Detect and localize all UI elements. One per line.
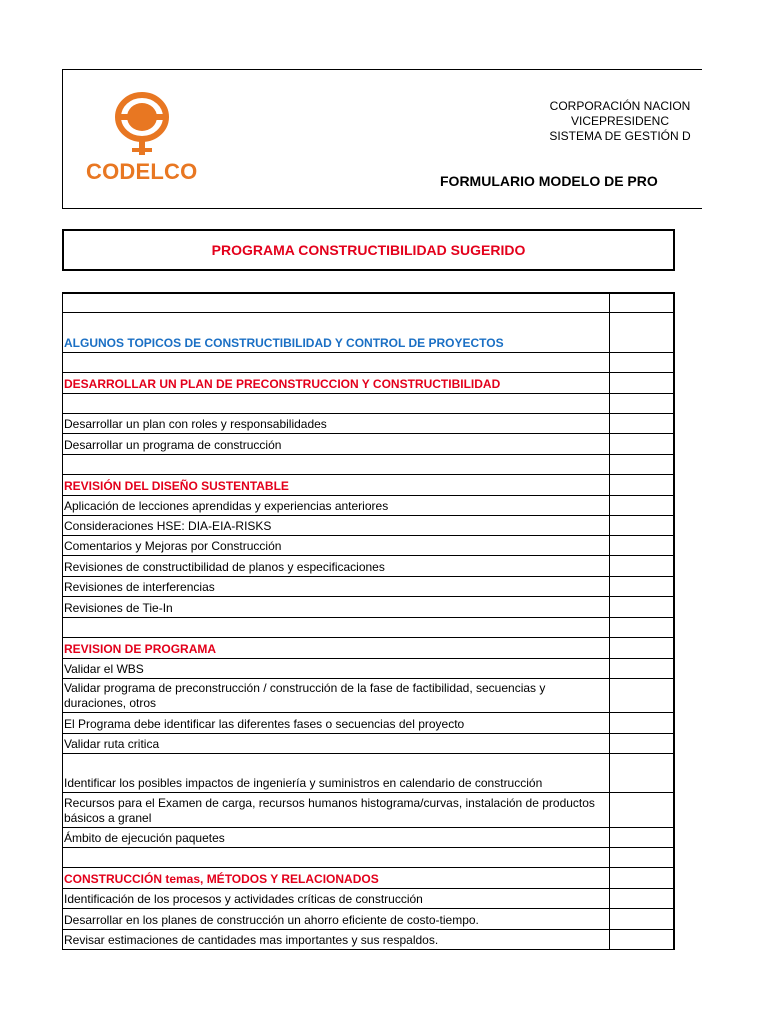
check-cell[interactable]	[610, 713, 673, 733]
section-heading-cell	[63, 373, 610, 393]
topics-table	[62, 292, 675, 950]
table-row	[63, 930, 673, 949]
form-title: FORMULARIO MODELO DE PRO	[440, 173, 658, 189]
topic-cell	[63, 294, 610, 312]
check-cell[interactable]	[610, 679, 673, 712]
topic-text: Validar programa de preconstrucción / construcción de la fase de factibilidad, secuencias y duraciones, otros	[64, 681, 546, 710]
topic-text: Identificar los posibles impactos de ingeniería y suministros en calendario de construcción	[64, 776, 543, 790]
check-cell[interactable]	[610, 434, 673, 454]
section-heading-cell	[63, 475, 610, 495]
table-row	[63, 353, 673, 373]
topic-cell	[63, 496, 610, 515]
table-row	[63, 848, 673, 868]
table-row	[63, 868, 673, 889]
topic-text: Desarrollar en los planes de construcción un ahorro eficiente de costo-tiempo.	[64, 913, 479, 927]
table-row	[63, 734, 673, 754]
table-row	[63, 313, 673, 353]
check-cell[interactable]	[610, 373, 673, 393]
topic-text: Aplicación de lecciones aprendidas y experiencias anteriores	[64, 499, 389, 513]
program-title: PROGRAMA CONSTRUCTIBILIDAD SUGERIDO	[211, 242, 526, 258]
table-row	[63, 496, 673, 516]
topic-text: El Programa debe identificar las diferentes fases o secuencias del proyecto	[64, 717, 465, 731]
topic-text: Ámbito de ejecución paquetes	[64, 831, 225, 845]
check-cell[interactable]	[610, 414, 673, 433]
corp-line-2: VICEPRESIDENC	[570, 114, 670, 128]
table-row	[63, 909, 673, 930]
topic-text: Validar el WBS	[64, 662, 144, 676]
check-cell[interactable]	[610, 930, 673, 949]
table-row	[63, 793, 673, 828]
table-row	[63, 556, 673, 577]
table-row	[63, 679, 673, 713]
topic-text: ALGUNOS TOPICOS DE CONSTRUCTIBILIDAD Y CONTROL DE PROYECTOS	[64, 336, 504, 350]
check-cell[interactable]	[610, 868, 673, 888]
table-row	[63, 394, 673, 414]
check-cell[interactable]	[610, 638, 673, 658]
topic-cell	[63, 455, 610, 474]
check-cell[interactable]	[610, 828, 673, 847]
topic-text: CONSTRUCCIÓN temas, MÉTODOS Y RELACIONADOS	[64, 872, 379, 886]
check-cell[interactable]	[610, 556, 673, 576]
topic-text: Validar ruta critica	[64, 737, 160, 751]
topic-cell	[63, 909, 610, 929]
table-row	[63, 516, 673, 536]
table-row	[63, 597, 673, 618]
topic-cell	[63, 930, 610, 949]
topic-text: REVISIÓN DEL DISEÑO SUSTENTABLE	[64, 479, 289, 493]
topic-cell	[63, 577, 610, 596]
check-cell[interactable]	[610, 793, 673, 827]
table-row	[63, 828, 673, 848]
program-title-box	[62, 229, 675, 271]
table-row	[63, 536, 673, 556]
table-row	[63, 373, 673, 394]
section-heading-cell	[63, 313, 610, 352]
topic-text: Revisiones de Tie-In	[64, 601, 173, 615]
topic-cell	[63, 434, 610, 454]
corp-line-3: SISTEMA DE GESTIÓN D	[549, 129, 691, 143]
topic-cell	[63, 516, 610, 535]
topic-text: REVISION DE PROGRAMA	[64, 642, 217, 656]
topic-text: Recursos para el Examen de carga, recursos humanos histograma/curvas, instalación de productos básicos a granel	[64, 796, 595, 825]
topic-cell	[63, 713, 610, 733]
table-row	[63, 638, 673, 659]
table-row	[63, 475, 673, 496]
table-row	[63, 754, 673, 793]
logo-text: CODELCO	[86, 159, 198, 184]
topic-text: Comentarios y Mejoras por Construcción	[64, 539, 282, 553]
topic-text: DESARROLLAR UN PLAN DE PRECONSTRUCCION Y CONSTRUCTIBILIDAD	[64, 377, 501, 391]
table-row	[63, 294, 673, 313]
table-row	[63, 434, 673, 455]
check-cell[interactable]	[610, 848, 673, 867]
topic-cell	[63, 679, 610, 712]
corporation-lines	[500, 99, 740, 144]
check-cell[interactable]	[610, 496, 673, 515]
check-cell[interactable]	[610, 455, 673, 474]
topic-cell	[63, 828, 610, 847]
topic-cell	[63, 353, 610, 372]
topic-cell	[63, 889, 610, 908]
topic-cell	[63, 793, 610, 827]
check-cell[interactable]	[610, 659, 673, 678]
section-heading-cell	[63, 868, 610, 888]
table-row	[63, 414, 673, 434]
topic-text: Revisiones de constructibilidad de planos y especificaciones	[64, 560, 385, 574]
check-cell[interactable]	[610, 597, 673, 617]
topic-text: Identificación de los procesos y actividades críticas de construcción	[64, 892, 423, 906]
check-cell[interactable]	[610, 754, 673, 792]
topic-cell	[63, 754, 610, 792]
check-cell[interactable]	[610, 618, 673, 637]
table-row	[63, 889, 673, 909]
topic-text: Desarrollar un programa de construcción	[64, 438, 282, 452]
topic-text: Revisiones de interferencias	[64, 580, 215, 594]
topic-cell	[63, 556, 610, 576]
check-cell[interactable]	[610, 909, 673, 929]
check-cell[interactable]	[610, 734, 673, 753]
check-cell[interactable]	[610, 536, 673, 555]
table-row	[63, 455, 673, 475]
check-cell[interactable]	[610, 475, 673, 495]
topic-text: Desarrollar un plan con roles y responsabilidades	[64, 417, 327, 431]
check-cell[interactable]	[610, 294, 673, 312]
table-row	[63, 618, 673, 638]
topic-cell	[63, 618, 610, 637]
table-row	[63, 713, 673, 734]
check-cell[interactable]	[610, 577, 673, 596]
check-cell[interactable]	[610, 313, 673, 352]
check-cell[interactable]	[610, 889, 673, 908]
check-cell[interactable]	[610, 516, 673, 535]
table-row	[63, 577, 673, 597]
check-cell[interactable]	[610, 353, 673, 372]
topic-cell	[63, 659, 610, 678]
topic-cell	[63, 734, 610, 753]
topic-text: Consideraciones HSE: DIA-EIA-RISKS	[64, 519, 272, 533]
section-heading-cell	[63, 638, 610, 658]
table-row	[63, 659, 673, 679]
corp-line-1: CORPORACIÓN NACION	[549, 99, 691, 113]
topic-cell	[63, 414, 610, 433]
check-cell[interactable]	[610, 394, 673, 413]
topic-cell	[63, 597, 610, 617]
topic-cell	[63, 536, 610, 555]
topic-cell	[63, 848, 610, 867]
topic-text: Revisar estimaciones de cantidades mas importantes y sus respaldos.	[64, 933, 439, 947]
topic-cell	[63, 394, 610, 413]
